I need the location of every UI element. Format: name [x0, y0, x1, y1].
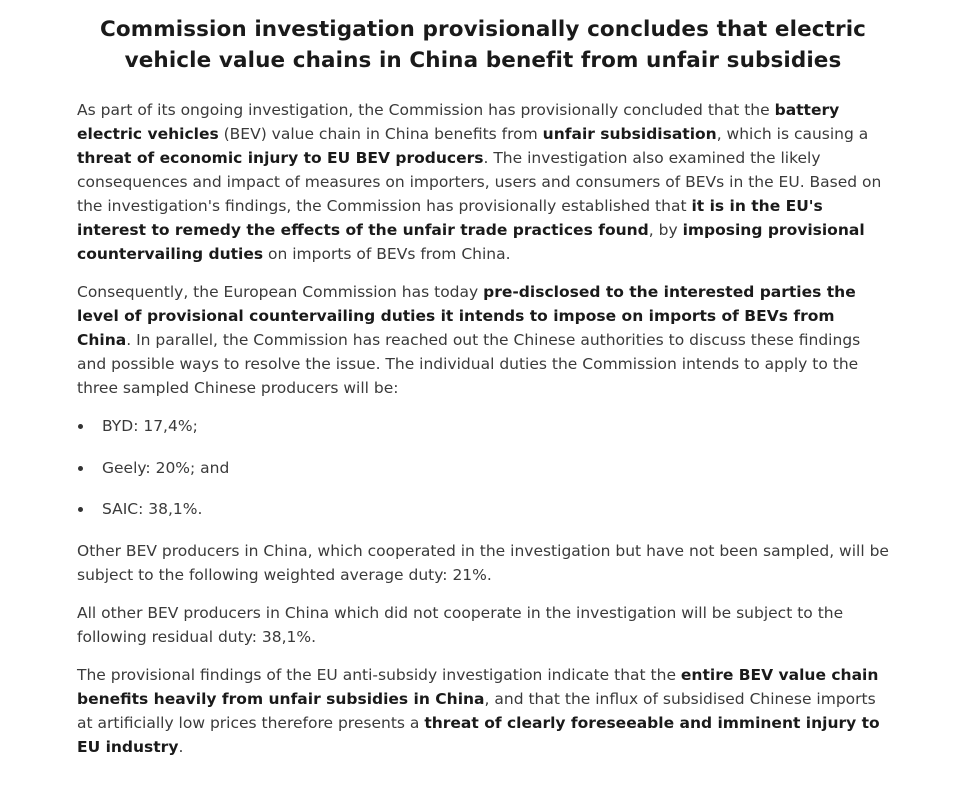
- paragraph-4: All other BEV producers in China which did not cooperate in the investigation will be subject to the following residual duty: 38,1%.: [77, 603, 844, 646]
- paragraph-5: [77, 663, 889, 759]
- p2-text-2: . In parallel, the Commission has reached out the Chinese authorities to discuss these findings and possible ways to resolve the issue. The individual duties the Commission intends to apply to the three sampled Chinese producers will be:: [77, 331, 861, 397]
- p5-text-1: The provisional findings of the EU anti-subsidy investigation indicate that the: [77, 665, 681, 684]
- paragraph-3: Other BEV producers in China, which cooperated in the investigation but have not been sampled, will be subject to the following weighted average duty: 21%.: [77, 541, 889, 584]
- title-line-1: Commission investigation provisionally concludes that electric: [99, 17, 867, 42]
- p1-text-1: As part of its ongoing investigation, the Commission has provisionally concluded that the: [77, 101, 775, 119]
- duty-list: [77, 414, 889, 521]
- bullet-icon: [78, 466, 83, 471]
- p1-text-4: . The investigation also examined the likely consequences and impact of measures on importers, users and consumers of BEVs in the EU. Based on the investigation's findings, the Commission has provisionally established that: [77, 149, 882, 215]
- p1-bold-1: battery electric vehicles: [77, 101, 840, 143]
- p1-bold-3: threat of economic injury to EU BEV producers: [77, 149, 484, 167]
- p5-bold-1: entire BEV value chain benefits heavily from unfair subsidies in China: [77, 665, 879, 708]
- p1-text-5: , by: [648, 221, 683, 239]
- list-item: [77, 497, 889, 521]
- list-item: [77, 414, 889, 438]
- p1-bold-4: it is in the EU's interest to remedy the effects of the unfair trade practices found: [77, 197, 823, 239]
- p5-text-3: .: [178, 737, 184, 756]
- duty-geely: Geely: 20%; and: [102, 458, 230, 477]
- list-item: [77, 456, 889, 480]
- title-line-2: vehicle value chains in China benefit from unfair subsidies: [124, 48, 842, 73]
- p1-text-3: , which is causing a: [716, 125, 869, 143]
- p2-bold-1: pre-disclosed to the interested parties the level of provisional countervailing duties it intends to impose on imports of BEVs from China: [77, 283, 856, 349]
- duty-byd: BYD: 17,4%;: [102, 417, 198, 435]
- article-header: [77, 14, 889, 76]
- p1-text-2: (BEV) value chain in China benefits from: [218, 125, 543, 143]
- p5-bold-2: threat of clearly foreseeable and imminent injury to EU industry: [77, 713, 880, 756]
- paragraph-2: [77, 280, 889, 400]
- duty-saic: SAIC: 38,1%.: [102, 500, 203, 518]
- bullet-icon: [78, 507, 83, 512]
- bullet-icon: [78, 424, 83, 429]
- article-body: [77, 98, 889, 773]
- page-title: [77, 14, 889, 76]
- p2-text-1: Consequently, the European Commission has today: [77, 283, 484, 301]
- p5-text-2: , and that the influx of subsidised Chinese imports at artificially low prices therefore presents a: [77, 689, 876, 732]
- p1-bold-2: unfair subsidisation: [542, 125, 717, 143]
- paragraph-1: [77, 98, 889, 266]
- p1-text-6: on imports of BEVs from China.: [263, 245, 511, 263]
- p1-bold-5: imposing provisional countervailing duties: [77, 221, 865, 263]
